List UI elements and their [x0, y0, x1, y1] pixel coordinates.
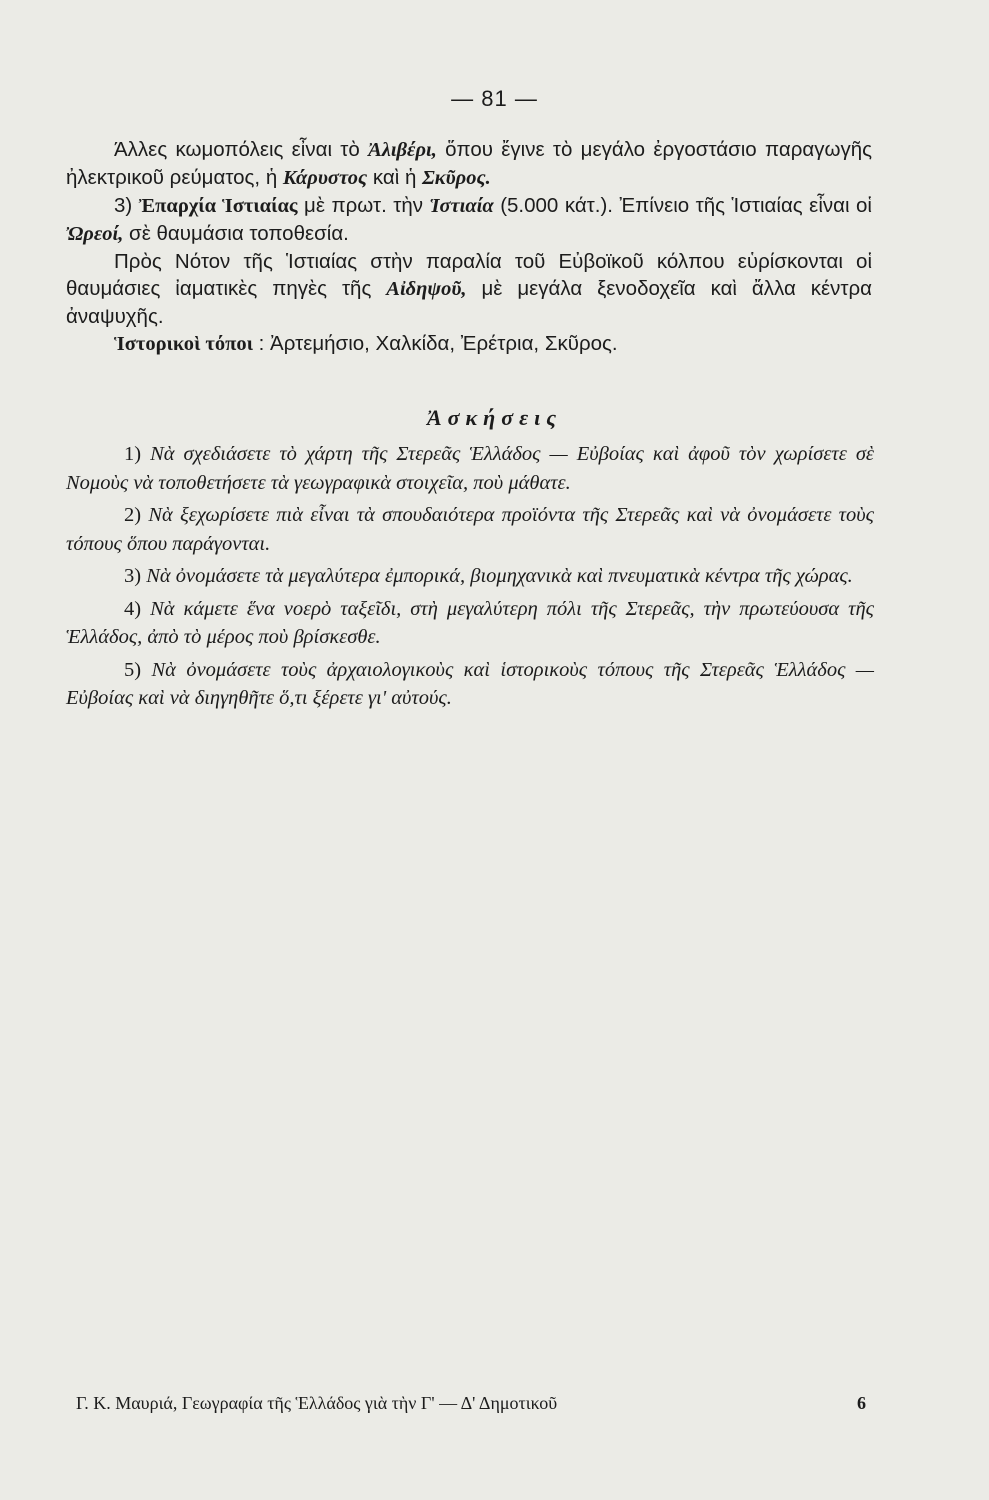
paragraph-aidipsos: [66, 248, 872, 330]
text-fragment: : Ἀρτεμήσιο, Χαλκίδα, Ἐρέτρια, Σκῦρος.: [252, 332, 618, 355]
exercise-number: 1): [124, 443, 142, 465]
page-footer: [76, 1393, 866, 1414]
paragraph-istiaia: [66, 192, 872, 248]
exercise-item: [66, 595, 874, 652]
exercise-text: Νὰ ξεχωρίσετε πιὰ εἶναι τὰ σπουδαιότερα προϊόντα τῆς Στερεᾶς καὶ νὰ ὀνομάσετε τοὺς τόπους ὅπου παράγονται.: [66, 504, 874, 555]
sheet-number: 6: [857, 1393, 866, 1413]
place-name: Αἰδηψοῦ,: [386, 278, 467, 300]
exercises-heading: Ἀσκήσεις: [426, 405, 563, 430]
exercise-item: [66, 501, 874, 558]
text-fragment: Άλλες κωμοπόλεις εἶναι τὸ: [114, 138, 369, 161]
paragraph-towns: [66, 136, 872, 192]
text-fragment: σὲ θαυμάσια τοποθεσία.: [123, 222, 349, 245]
historic-places-label: Ἱστορικοὶ τόποι: [114, 333, 253, 355]
province-name: Ἐπαρχία Ἱστιαίας: [138, 195, 298, 217]
exercise-number: 2): [124, 504, 142, 526]
exercise-text: Νὰ ὀνομάσετε τὰ μεγαλύτερα ἐμπορικά, βιομηχανικὰ καὶ πνευματικὰ κέντρα τῆς χώρας.: [146, 565, 853, 587]
page-number: — 81 —: [451, 86, 538, 111]
exercise-item: [66, 562, 874, 591]
paragraph-historic-places: [66, 330, 872, 358]
text-fragment: μὲ πρωτ. τὴν: [297, 194, 430, 217]
text-fragment: καὶ ἡ: [367, 166, 423, 189]
text-fragment: Πρὸς Νότον τῆς Ἱστιαίας στὴν παραλία τοῦ Εὐβοϊκοῦ κόλπου εὑρίσκονται οἱ θαυμάσιες ἰαματικὲς πηγὲς τῆς: [66, 250, 872, 300]
exercise-number: 5): [124, 658, 142, 681]
exercise-text: Νὰ σχεδιάσετε τὸ χάρτη τῆς Στερεᾶς Ἑλλάδος — Εὐβοίας καὶ ἀφοῦ τὸν χωρίσετε σὲ Νομοὺς νὰ τοποθετήσετε τὰ γεωγραφικὰ στοιχεῖα, ποὺ μάθατε.: [66, 443, 875, 494]
footer-citation: Γ. Κ. Μαυριά, Γεωγραφία τῆς Ἑλλάδος γιὰ τὴν Γ' — Δ' Δημοτικοῦ: [76, 1393, 558, 1413]
place-name: Κάρυστος: [282, 167, 368, 189]
place-name: Σκῦρος.: [422, 167, 491, 189]
text-fragment: 3): [114, 194, 139, 217]
exercise-number: 3): [124, 565, 142, 587]
exercise-text: Νὰ κάμετε ἕνα νοερὸ ταξεῖδι, στὴ μεγαλύτερη πόλι τῆς Στερεᾶς, τὴν πρωτεύουσα τῆς Ἑλλάδος, ἀπὸ τὸ μέρος ποὺ βρίσκεσθε.: [66, 597, 874, 648]
exercise-text: Νὰ ὀνομάσετε τοὺς ἀρχαιολογικοὺς καὶ ἱστορικοὺς τόπους τῆς Στερεᾶς Ἑλλάδος — Εὐβοίας καὶ νὰ διηγηθῆτε ὅ,τι ξέρετε γι' αὐτούς.: [66, 658, 875, 709]
exercise-number: 4): [124, 597, 142, 620]
text-fragment: μὲ μεγάλα ξενοδοχεῖα καὶ ἄλλα κέντρα ἀναψυχῆς.: [66, 277, 872, 328]
text-fragment: ὅπου ἔγινε τὸ μεγάλο ἐργοστάσιο παραγωγῆς ἠλεκτρικοῦ ρεύματος, ἡ: [66, 138, 872, 189]
place-name: Ἱστιαία: [429, 195, 494, 217]
exercise-item: [66, 440, 874, 497]
body-text: [66, 136, 872, 358]
place-name: Ἀλιβέρι,: [368, 139, 437, 161]
text-fragment: (5.000 κάτ.). Ἐπίνειο τῆς Ἱστιαίας εἶναι οἱ: [493, 194, 872, 217]
place-name: Ὠρεοί,: [66, 223, 124, 245]
exercise-item: [66, 656, 874, 713]
exercises-list: [66, 440, 874, 717]
